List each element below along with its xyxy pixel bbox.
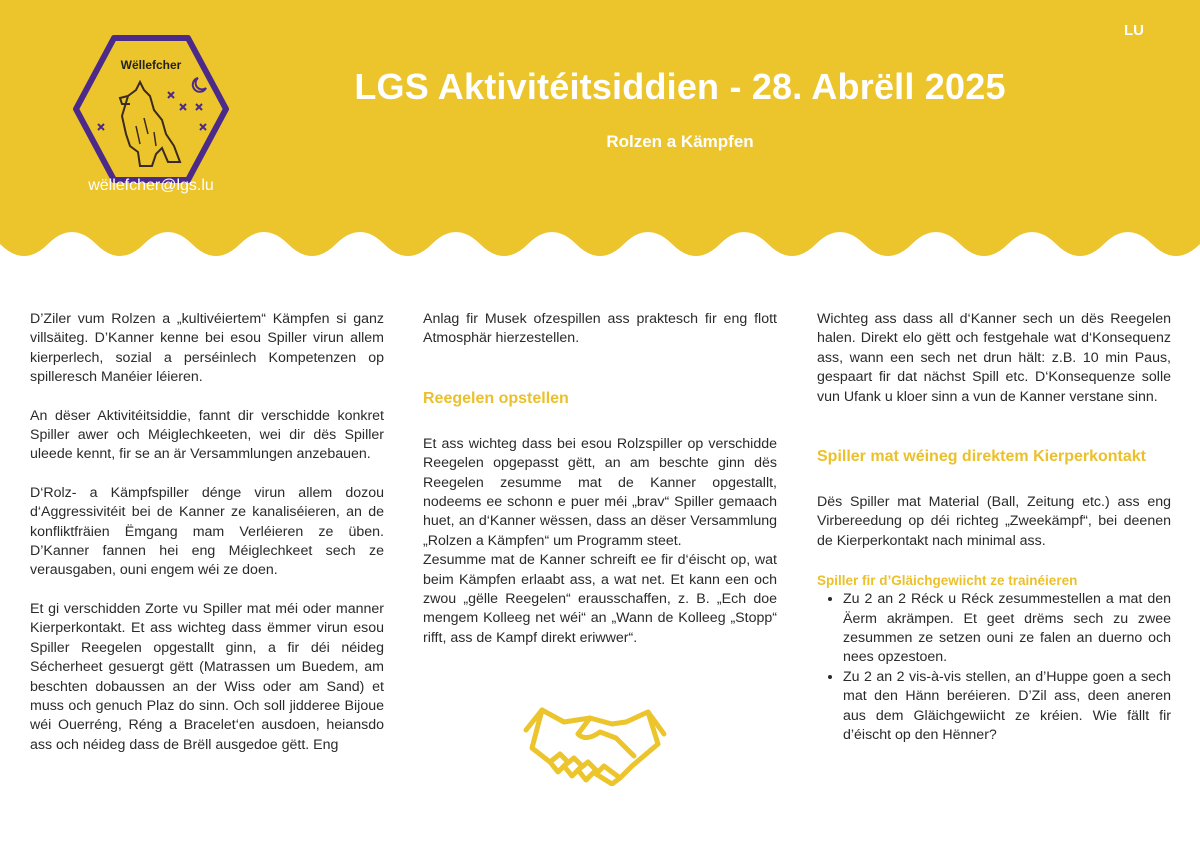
subheading-balance-games: Spiller fir d’Gläichgewiicht ze trainéieren: [817, 573, 1078, 589]
language-label: LU: [1124, 22, 1144, 39]
column-1: [30, 310, 384, 755]
section-heading-low-contact-games: Spiller mat wéineg direktem Kierperkontakt: [817, 448, 1146, 466]
header-wave-divider: [0, 228, 1200, 268]
section-heading-rules: Reegelen opstellen: [423, 389, 569, 407]
col2-paragraph-1: Anlag fir Musek ofzespillen ass praktesch fir eng flott Atmosphär hierzestellen.: [423, 311, 777, 347]
page-subtitle: Rolzen a Kämpfen: [606, 132, 754, 151]
col1-paragraph-2: An dëser Aktivitéitsiddie, fannt dir verschidde konkret Spiller awer och Méiglechkeeten, wei dir dës Spiller uleede kennt, fir se an är Versammlungen anzebauen.: [30, 407, 384, 463]
col2-paragraph-2: Et ass wichteg dass bei esou Rolzspiller op verschidde Reegelen opgepasst gëtt, an am beschte ginn dës Reegelen zesumme mat de Kanner opgestallt, nodeems ee schonn e puer méi „brav“ Spiller gemaach huet, an d‘Kanner wëssen, dass an dëser Versammlung „Rolzen a Kämpfen“ um Programm steet.: [423, 435, 777, 549]
contact-email[interactable]: wëllefcher@lgs.lu: [88, 177, 214, 194]
balance-games-list: [817, 590, 1171, 745]
list-item: • Zu 2 an 2 Réck u Réck zesummestellen a mat den Äerm akrämpen. Et geet drëms sech zu zwee zesummen ze setzen ouni ze falen an duerno och nees opzestoen.: [843, 590, 1171, 668]
wolf-hexagon-logo-icon: [70, 34, 232, 184]
col2-paragraph-3: Zesumme mat de Kanner schreift ee fir d‘éischt op, wat beim Kämpfen erlaabt ass, a wat net. Et kann een och zwou „gëlle Reegelen“ erausschaffen, z. B. „Ech doe mengem Kolleeg net wéi“ an „Wann de Kolleeg „Stopp“ rifft, ass de Kampf direkt eriwwer“.: [423, 552, 777, 646]
column-2: [423, 310, 777, 648]
col1-paragraph-3: D‘Rolz- a Kämpfspiller dénge virun allem dozou d‘Aggressivitéit bei de Kanner ze kanaliséieren, an de konfliktfräien Ëmgang mam Verléieren ze üben. D’Kanner fannen hei eng Méiglechkeet sech ze verausgaben, ouni engem wéi ze doen.: [30, 484, 384, 579]
col3-paragraph-2: Dës Spiller mat Material (Ball, Zeitung etc.) ass eng Virbereedung op déi richteg „Zweekämpf“, bei deenen de Kierperkontakt nach minimal ass.: [817, 494, 1171, 549]
logo-name: Wëllefcher: [120, 58, 182, 72]
list-item: • Zu 2 an 2 vis-à-vis stellen, an d’Huppe goen a sech mat den Hänn beréieren. D’Zil ass, deen aneren aus dem Gläichgewiicht ze kréien. Wie fällt fir d’éischt op den Hënner?: [843, 668, 1171, 746]
col1-paragraph-4: Et gi verschidden Zorte vu Spiller mat méi oder manner Kierperkontakt. Et ass wichteg dass ëmmer virun esou Spiller Reegelen opgestallt ginn, a fir déi néideg Sécherheet gesuergt gëtt (Matrassen um Buedem, am beschten dobaussen an der Wiss oder am Sand) et muss och genuch Plaz do sinn. Och soll jidderee Bijoue wéi Ouerréng, Réng a Bracelet‘en ausdoen, heiansdo ass och néideg dass de Brëll ausgedoe gëtt. Eng: [30, 600, 384, 753]
col3-paragraph-1: Wichteg ass dass all d‘Kanner sech un dës Reegelen halen. Direkt elo gëtt och festgehale wat d‘Konsequenz ass, wann een sech net drun hält: z.B. 10 min Paus, gespaart fir dat nächst Spill etc. D‘Konsequenze solle vun Ufank u kloer sinn a vun de Kanner verstane sinn.: [817, 311, 1171, 405]
handshake-icon: [520, 700, 670, 786]
col1-paragraph-1: D’Ziler vum Rolzen a „kultivéiertem“ Kämpfen si ganz villsäiteg. D’Kanner kenne bei esou Spiller virun allem kierperlech, sozial a perséinlech Kompetenzen op spilleresch Manéier léieren.: [30, 311, 384, 386]
column-3: [817, 310, 1171, 746]
page-title: LGS Aktivitéitsiddien - 28. Abrëll 2025: [354, 66, 1006, 107]
